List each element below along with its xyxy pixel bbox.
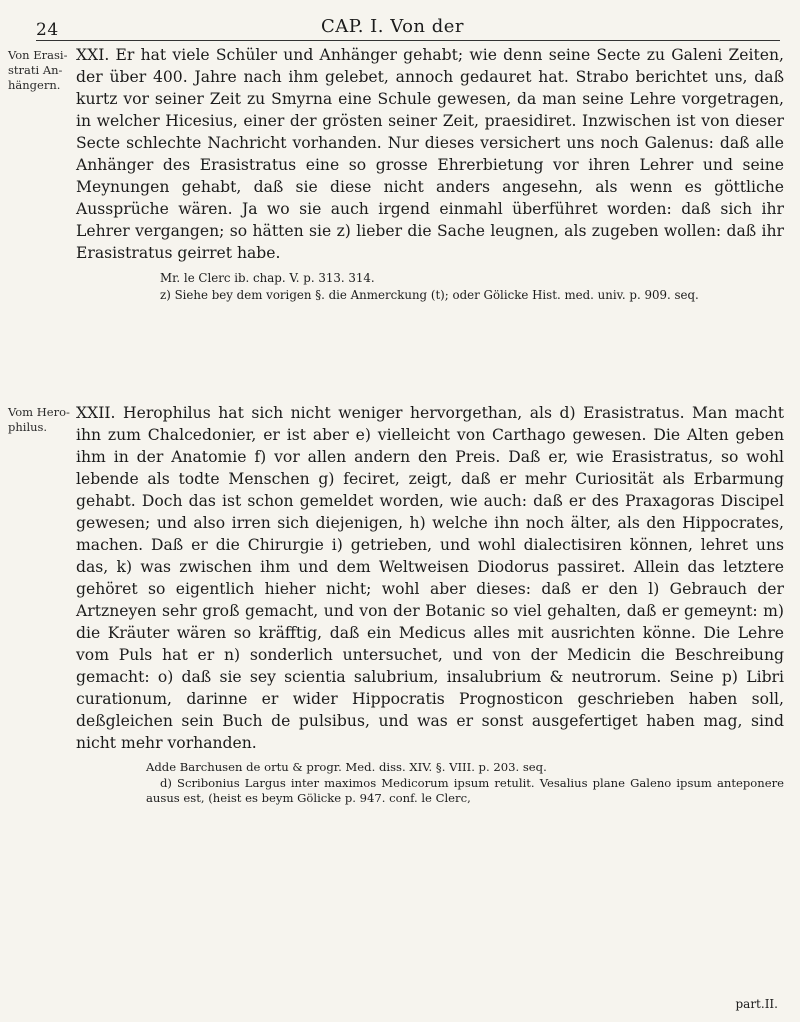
section-xxi-note-2: z) Siehe bey dem vorigen §. die Anmerckung (t); oder Gölicke Hist. med. univ. p. 909. seq.	[160, 287, 699, 302]
section-xxi-note-1: Mr. le Clerc ib. chap. V. p. 313. 314.	[160, 271, 375, 285]
catchword: part.II.	[735, 997, 778, 1011]
margin-note-erasistrati: Von Erasi- strati An- hängern.	[8, 48, 68, 92]
running-title: CAP. I. Von der	[321, 16, 465, 37]
margin-note-herophilus: Vom Hero- philus.	[8, 405, 70, 434]
section-xxii-text: XXII. Herophilus hat sich nicht weniger hervorgethan, als d) Erasistratus. Man macht ihn zum Chalcedonier, er ist aber e) vielleicht von Carthago gewesen. Die Alten geben ihm in der Anatomie f) vor allen andern den Preis. Daß er, wie Erasistratus, so wohl lebende als todte Menschen g) feciret, zeigt, daß er mehr Curiosität als Erbarmung gehabt. Doch das ist schon gemeldet worden, wie auch: daß er des Praxagoras Discipel gewesen; und also irren sich diejenigen, h) welche ihn noch älter, als den Hippocrates, machen. Daß er die Chirurgie i) getrieben, und wohl dialectisiren können, lehret uns das, k) was zwischen ihm und dem Weltweisen Diodorus passiret. Allein das letztere gehöret so eigentlich hieher nicht; wohl aber dieses: daß er den l) Gebrauch der Artzneyen sehr groß gemacht, und von der Botanic so viel gehalten, daß er gemeynt: m) die Kräuter wären so kräfftig, daß ein Medicus alles mit ausrichten könne. Die Lehre vom Puls hat er n) sonderlich untersuchet, und von der Medicin die Beschreibung gemacht: o) daß sie sey scientia salubrium, insalubrium & neutrorum. Seine p) Libri curationum, darinne er wider Hippocratis Prognosticon geschrieben haben soll, deßgleichen sein Buch de pulsibus, und was er sonst ausgefertiget haben mag, sind nicht mehr vorhanden.	[76, 404, 784, 752]
section-xxii-footnote-1: Adde Barchusen de ortu & progr. Med. diss. XIV. §. VIII. p. 203. seq.	[146, 760, 547, 774]
section-xxii	[76, 402, 784, 807]
header-rule	[36, 40, 780, 41]
page-number: 24	[36, 20, 59, 40]
section-xxii-footnote-2: d) Scribonius Largus inter maximos Medicorum ipsum retulit. Vesalius plane Galeno ipsum anteponere ausus est, (heist es beym Gölicke p. 947. conf. le Clerc,	[146, 775, 784, 805]
page-header	[36, 10, 776, 40]
section-xxi-text: XXI. Er hat viele Schüler und Anhänger gehabt; wie denn seine Secte zu Galeni Zeiten, der über 400. Jahre nach ihm gelebet, annoch gedauret hat. Strabo berichtet uns, daß kurtz vor seiner Zeit zu Smyrna eine Schule gewesen, da man seine Lehre vorgetragen, in welcher Hicesius, einer der grösten seiner Zeit, praesidiret. Inzwischen ist von dieser Secte schlechte Nachricht vorhanden. Nur dieses versichert uns noch Galenus: daß alle Anhänger des Erasistratus eine so grosse Ehrerbietung vor ihren Lehrer und seine Meynungen gehabt, daß sie diese nicht anders angesehn, als wenn es göttliche Aussprüche wären. Ja wo sie auch irgend einmahl überführet worden: daß sich ihr Lehrer vergangen; so hätten sie z) lieber die Sache leugnen, als zugeben wollen: daß ihr Erasistratus geirret habe.	[76, 46, 784, 262]
section-xxi	[76, 44, 784, 303]
